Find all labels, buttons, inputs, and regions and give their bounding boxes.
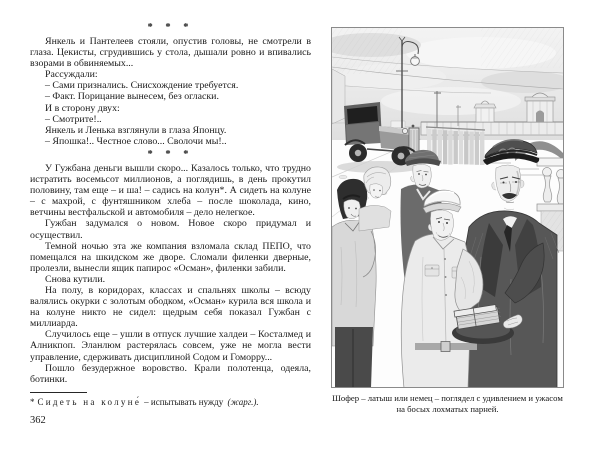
- paragraph: Случилось еще – ушли в отпуск лучшие халдеи – Косталмед и Алникпоп. Эланлюм растерялась совсем, уже не могла вести управление, сдерживать дисциплиной Содом и Гоморру...: [30, 329, 311, 363]
- footnote: [30, 397, 311, 408]
- section-separator: * * *: [147, 22, 194, 33]
- footnote-marker: *: [30, 397, 35, 407]
- paragraph: Темной ночью эта же компания взломала склад ПЕПО, что помещался на шкидском же дворе. Сломали филенки дверные, пролезли, вынесли ящик папирос «Осман», филенки забили.: [30, 240, 311, 274]
- footnote-definition: – испытывать нужду: [144, 397, 224, 407]
- footnote-jargon-label: (жарг.).: [227, 397, 259, 407]
- paragraph: У Гужбана деньги вышли скоро... Казалось только, что трудно истратить восемьсот миллионов, а поглядишь, в день прокутил половину, там еще – и ша! – садись на колун*. А сидеть на колуне – с махрой, с фунтяшником хлеба – после шоколада, кино, ветчины вестфальской и автомобиля – дело нелегкое.: [30, 162, 311, 219]
- paragraph: Янкель и Пантелеев стояли, опустив головы, не смотрели в глаза. Цекисты, сгрудившись у стола, дышали ровно и впивались взорами в обвиняемых...: [30, 36, 311, 70]
- illustration-svg: [331, 27, 564, 388]
- caption-line-2: на босых лохматых парней.: [396, 403, 499, 414]
- dialogue-line: – Сами признались. Снисхождение требуется.: [45, 80, 239, 92]
- bridge-pavilion-small: [474, 101, 496, 122]
- page-number: 362: [30, 415, 46, 426]
- paragraph: Янкель и Ленька взглянули в глаза Японцу.: [45, 124, 227, 136]
- dialogue-line: – Факт. Порицание вынесем, без огласки.: [45, 91, 219, 103]
- dialogue-line: – Япошка!.. Честное слово... Сволочи мы!..: [45, 135, 227, 147]
- left-page-text: [30, 20, 311, 385]
- left-page-footer: [30, 392, 311, 426]
- bridge-pavilion-large: [525, 93, 555, 122]
- paragraph: Снова кутили.: [45, 273, 106, 285]
- dialogue-line: – Смотрите!..: [45, 113, 102, 125]
- paragraph: Рассуждали:: [45, 69, 98, 81]
- footnote-term: Сидеть на колуне́: [37, 397, 142, 407]
- paragraph: Пошло безудержное воровство. Крали полотенца, одеяла, ботинки.: [30, 362, 311, 385]
- paragraph: На полу, в коридорах, классах и спальнях школы – всюду валялись окурки с золотым ободком, «Осман» курила вся школа и на колуне никто не сидел: щедрым себя показал Гужбан с миллиарда.: [30, 284, 311, 330]
- illustration: [331, 27, 564, 388]
- caption-line-1: Шофер – латыш или немец – поглядел с удивлением и ужасом: [332, 393, 563, 403]
- paragraph: Гужбан задумался о новом. Новое скоро придумал и осуществил.: [30, 218, 311, 241]
- footnote-rule: [30, 392, 87, 393]
- paragraph: И в сторону двух:: [45, 102, 120, 114]
- illustration-caption: [307, 393, 588, 414]
- section-separator: * * *: [147, 148, 194, 160]
